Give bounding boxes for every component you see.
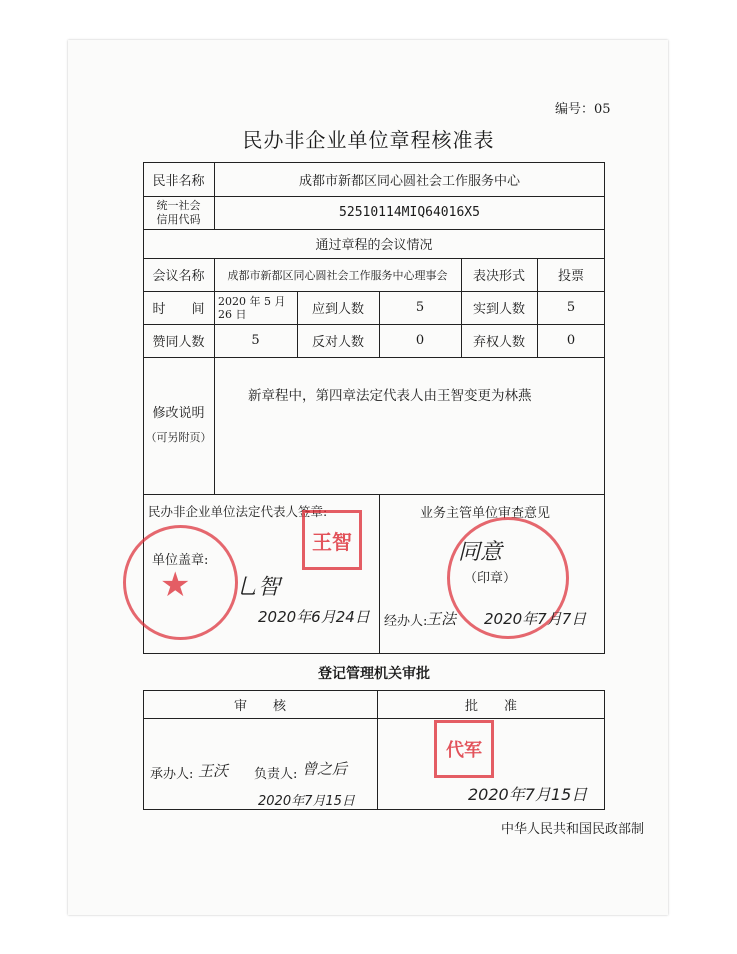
review-date: 2020年7月15日 <box>258 794 355 809</box>
handler-label: 经办人: <box>384 613 428 629</box>
expected-count-value: 5 <box>415 300 425 315</box>
credit-code-label-line1: 统一社会 <box>156 198 201 212</box>
legal-rep-signature: 乚智 <box>236 575 281 600</box>
org-name-label: 民非名称 <box>152 173 205 189</box>
oppose-count-label: 反对人数 <box>311 335 364 350</box>
responsible-signature: 曾之后 <box>302 760 348 778</box>
meeting-name-value: 成都市新都区同心圆社会工作服务中心理事会 <box>227 268 448 282</box>
supervisor-opinion-label: 业务主管单位审查意见 <box>420 505 551 521</box>
credit-code-label-line2: 信用代码 <box>156 212 201 226</box>
vote-form-label: 表决形式 <box>472 269 525 284</box>
abstain-count-value: 0 <box>566 333 576 348</box>
agree-count-label: 赞同人数 <box>152 335 205 350</box>
legal-rep-personal-seal: 王智 <box>302 510 362 570</box>
meeting-section-title: 通过章程的会议情况 <box>315 238 433 253</box>
case-handler-signature: 王沃 <box>198 762 229 780</box>
review-label: 审 核 <box>233 698 286 714</box>
supervisor-opinion-text: 同意 <box>458 540 503 565</box>
approval-section-title: 登记管理机关审批 <box>318 666 430 682</box>
revision-label <box>143 357 214 494</box>
credit-code-label <box>143 196 214 229</box>
actual-count-value: 5 <box>566 300 576 315</box>
supervisor-seal-note: （印章） <box>464 570 517 586</box>
supervisor-date: 2020年7月7日 <box>484 610 587 628</box>
unit-seal-label: 单位盖章: <box>152 552 209 568</box>
actual-count-label: 实到人数 <box>472 302 525 317</box>
responsible-label: 负责人: <box>254 766 298 782</box>
revision-label-main: 修改说明 <box>152 405 205 421</box>
issuer-footer: 中华人民共和国民政部制 <box>500 822 644 837</box>
legal-rep-date: 2020年6月24日 <box>258 608 370 626</box>
handler-signature: 王法 <box>426 610 457 628</box>
approve-date: 2020年7月15日 <box>468 785 588 804</box>
vote-form-value: 投票 <box>557 269 584 284</box>
page-title: 民办非企业单位章程核准表 <box>242 128 495 152</box>
legal-rep-label: 民办非企业单位法定代表人签章: <box>148 504 328 519</box>
case-handler-label: 承办人: <box>150 766 194 782</box>
revision-label-sub: （可另附页） <box>145 430 212 444</box>
credit-code-value: 52510114MIQ64016X5 <box>339 205 480 220</box>
meeting-time-value: 2020 年 5 月 26 日 <box>218 294 286 321</box>
approve-label: 批 准 <box>464 698 517 714</box>
oppose-count-value: 0 <box>415 333 425 348</box>
abstain-count-label: 弃权人数 <box>472 335 525 350</box>
revision-text: 新章程中，第四章法定代表人由王智变更为林燕 <box>248 388 532 404</box>
expected-count-label: 应到人数 <box>311 302 364 317</box>
meeting-time-label: 时 间 <box>152 302 205 317</box>
org-name-value: 成都市新都区同心圆社会工作服务中心 <box>298 173 520 189</box>
approver-square-seal: 代军 <box>434 720 494 778</box>
agree-count-value: 5 <box>251 333 260 348</box>
seal-star-icon: ★ <box>160 565 191 605</box>
document-number: 编号：05 <box>555 102 611 117</box>
meeting-name-label: 会议名称 <box>152 269 205 284</box>
